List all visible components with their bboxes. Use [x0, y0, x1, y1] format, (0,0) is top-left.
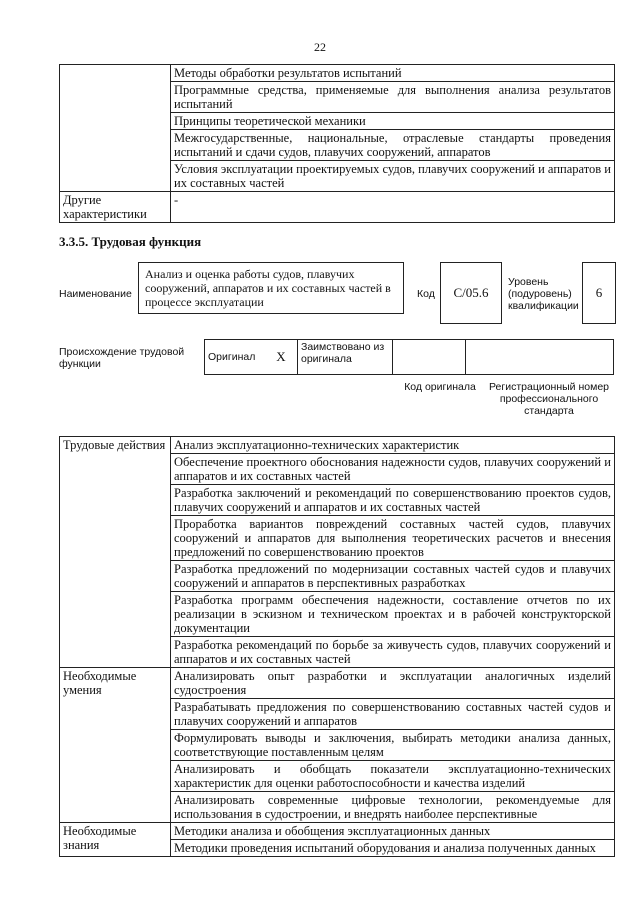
row-text: Разработка предложений по модернизации составных частей судов и плавучих сооружений и аппаратов в перспективных разработках	[171, 561, 615, 592]
section-heading: 3.3.5. Трудовая функция	[59, 234, 202, 249]
origin-table	[204, 339, 614, 375]
row-text: Условия эксплуатации проектируемых судов, плавучих сооружений и аппаратов и их составных частей	[171, 161, 615, 192]
table-row	[60, 437, 615, 454]
original-mark: X	[265, 340, 298, 375]
code-original-cell	[393, 340, 466, 375]
level-label: Уровень (подуровень) квалификации	[508, 276, 579, 312]
row-text: Разрабатывать предложения по совершенствованию составных частей судов и плавучих сооружений и аппаратов	[171, 699, 615, 730]
qualification-level-box: 6	[582, 262, 616, 324]
table-row	[60, 823, 615, 840]
code-original-caption: Код оригинала	[404, 381, 476, 393]
knowledge-table-continued	[59, 64, 615, 223]
name-label: Наименование	[59, 288, 132, 300]
page-number: 22	[314, 40, 326, 54]
row-label	[60, 65, 171, 192]
row-text: Принципы теоретической механики	[171, 113, 615, 130]
code-label: Код	[417, 288, 435, 300]
row-text: Анализировать и обобщать показатели эксплуатационно-технических характеристик для оценки работоспособности и качества изделий	[171, 761, 615, 792]
row-text: Разработка программ обеспечения надежности, составление отчетов по их реализации в эскизном и техническом проектах и в рабочей конструкторской документации	[171, 592, 615, 637]
row-text: -	[171, 192, 615, 223]
row-text: Анализ эксплуатационно-технических характеристик	[171, 437, 615, 454]
row-text: Межгосударственные, национальные, отраслевые стандарты проведения испытаний и сдачи судов, плавучих сооружений, аппаратов	[171, 130, 615, 161]
row-text: Анализировать опыт разработки и эксплуатации аналогичных изделий судостроения	[171, 668, 615, 699]
function-code-box: C/05.6	[440, 262, 502, 324]
required-skills-label: Необходимые умения	[60, 668, 171, 823]
borrowed-label: Заимствовано из оригинала	[298, 340, 393, 375]
labor-actions-label: Трудовые действия	[60, 437, 171, 668]
row-text: Обеспечение проектного обоснования надежности судов, плавучих сооружений и аппаратов и их составных частей	[171, 454, 615, 485]
function-name-box: Анализ и оценка работы судов, плавучих сооружений, аппаратов и их составных частей в процессе эксплуатации	[138, 262, 404, 314]
table-row	[60, 65, 615, 82]
row-text: Методы обработки результатов испытаний	[171, 65, 615, 82]
row-text: Проработка вариантов повреждений составных частей судов, плавучих сооружений и аппаратов для выполнения теоретических расчетов и внесения предложений по совершенствованию проектов	[171, 516, 615, 561]
reg-number-caption: Регистрационный номер профессионального стандарта	[489, 381, 609, 417]
row-text: Разработка заключений и рекомендаций по совершенствованию проектов судов, плавучих сооружений и аппаратов и их составных частей	[171, 485, 615, 516]
labor-function-table	[59, 436, 615, 857]
row-text: Методики анализа и обобщения эксплуатационных данных	[171, 823, 615, 840]
row-text: Разработка рекомендаций по борьбе за живучесть судов, плавучих сооружений и аппаратов и их составных частей	[171, 637, 615, 668]
table-row	[60, 192, 615, 223]
row-text: Анализировать современные цифровые технологии, рекомендуемые для использования в судостроении, и внедрять наиболее перспективные	[171, 792, 615, 823]
row-text: Методики проведения испытаний оборудования и анализа полученных данных	[171, 840, 615, 857]
original-label: Оригинал	[205, 340, 266, 375]
required-knowledge-label: Необходимые знания	[60, 823, 171, 857]
origin-label: Происхождение трудовой функции	[59, 346, 185, 370]
reg-number-cell	[466, 340, 614, 375]
row-text: Формулировать выводы и заключения, выбирать методики анализа данных, соответствующие поставленным целям	[171, 730, 615, 761]
table-row	[60, 668, 615, 699]
row-text: Программные средства, применяемые для выполнения анализа результатов испытаний	[171, 82, 615, 113]
other-characteristics-label: Другие характеристики	[60, 192, 171, 223]
